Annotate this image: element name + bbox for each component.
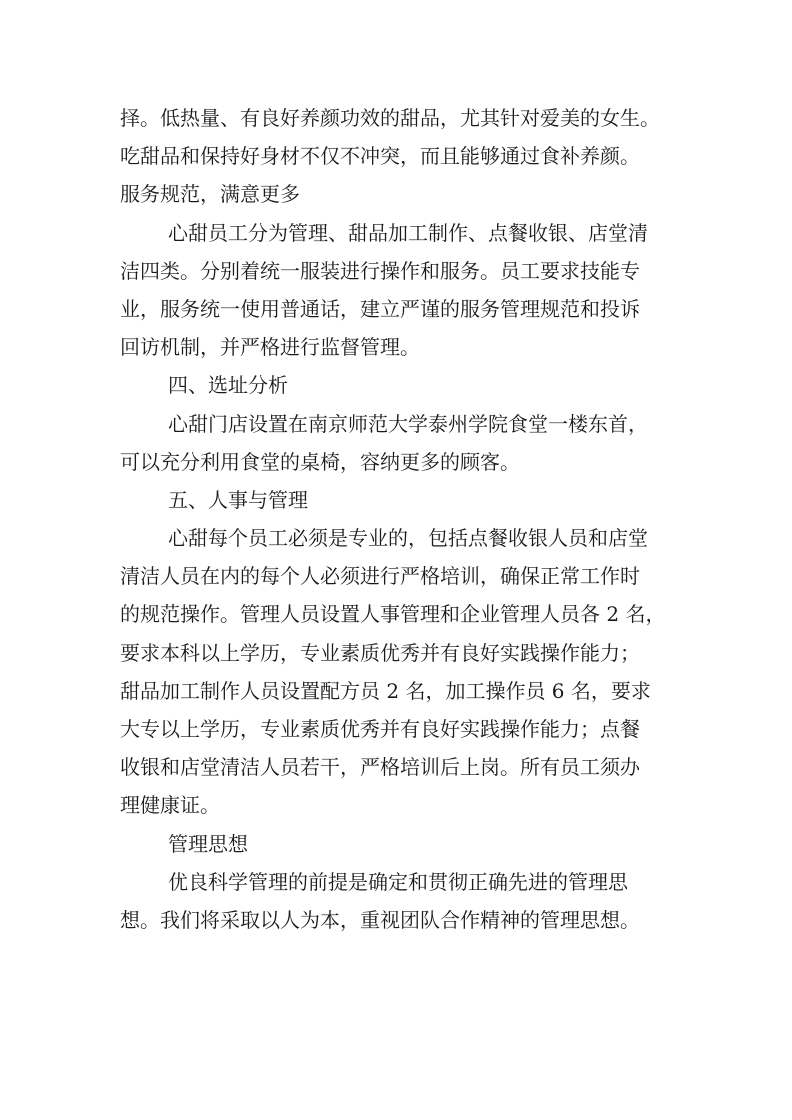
text-line: 可以充分利用食堂的桌椅，容纳更多的顾客。 — [120, 449, 520, 474]
heading-site-analysis — [120, 366, 680, 404]
text-line: 心甜门店设置在南京师范大学泰州学院食堂一楼东首， — [168, 411, 648, 436]
subheading-service-standards — [120, 175, 680, 213]
text-line: 理健康证。 — [120, 793, 220, 818]
paragraph-management-philosophy — [120, 863, 680, 939]
text-line: 要求本科以上学历，专业素质优秀并有良好实践操作能力； — [120, 640, 640, 665]
text-line: 洁四类。分别着统一服装进行操作和服务。员工要求技能专 — [120, 258, 640, 283]
paragraph-continuation — [120, 99, 680, 175]
text-line: 心甜每个员工必须是专业的，包括点餐收银人员和店堂 — [168, 526, 648, 551]
subheading-text: 服务规范，满意更多 — [120, 182, 300, 207]
text-line: 甜品加工制作人员设置配方员 2 名，加工操作员 6 名，要求 — [120, 678, 651, 703]
text-line: 业，服务统一使用普通话，建立严谨的服务管理规范和投诉 — [120, 296, 640, 321]
heading-text: 管理思想 — [168, 831, 248, 856]
text-line: 收银和店堂清洁人员若干，严格培训后上岗。所有员工须办 — [120, 755, 640, 780]
paragraph-site-location — [120, 405, 680, 481]
text-line: 大专以上学历，专业素质优秀并有良好实践操作能力；点餐 — [120, 717, 640, 741]
text-line: 想。我们将采取以人为本，重视团队合作精神的管理思想。 — [120, 907, 640, 932]
heading-text: 五、人事与管理 — [168, 487, 308, 512]
text-line: 择。低热量、有良好养颜功效的甜品，尤其针对爱美的女生。 — [120, 106, 660, 130]
text-line: 清洁人员在内的每个人必须进行严格培训，确保正常工作时 — [120, 564, 640, 589]
text-line: 心甜员工分为管理、甜品加工制作、点餐收银、店堂清 — [168, 220, 648, 245]
paragraph-staff-categories — [120, 214, 680, 367]
text-line: 的规范操作。管理人员设置人事管理和企业管理人员各 2 名， — [120, 602, 666, 627]
heading-management-philosophy — [120, 825, 680, 863]
heading-text: 四、选址分析 — [168, 373, 288, 398]
heading-personnel-management — [120, 481, 680, 519]
text-line: 优良科学管理的前提是确定和贯彻正确先进的管理思 — [168, 869, 628, 894]
paragraph-personnel-details — [120, 519, 680, 825]
document-page — [120, 99, 680, 939]
text-line: 吃甜品和保持好身材不仅不冲突，而且能够通过食补养颜。 — [120, 144, 640, 169]
text-line: 回访机制，并严格进行监督管理。 — [120, 335, 420, 360]
